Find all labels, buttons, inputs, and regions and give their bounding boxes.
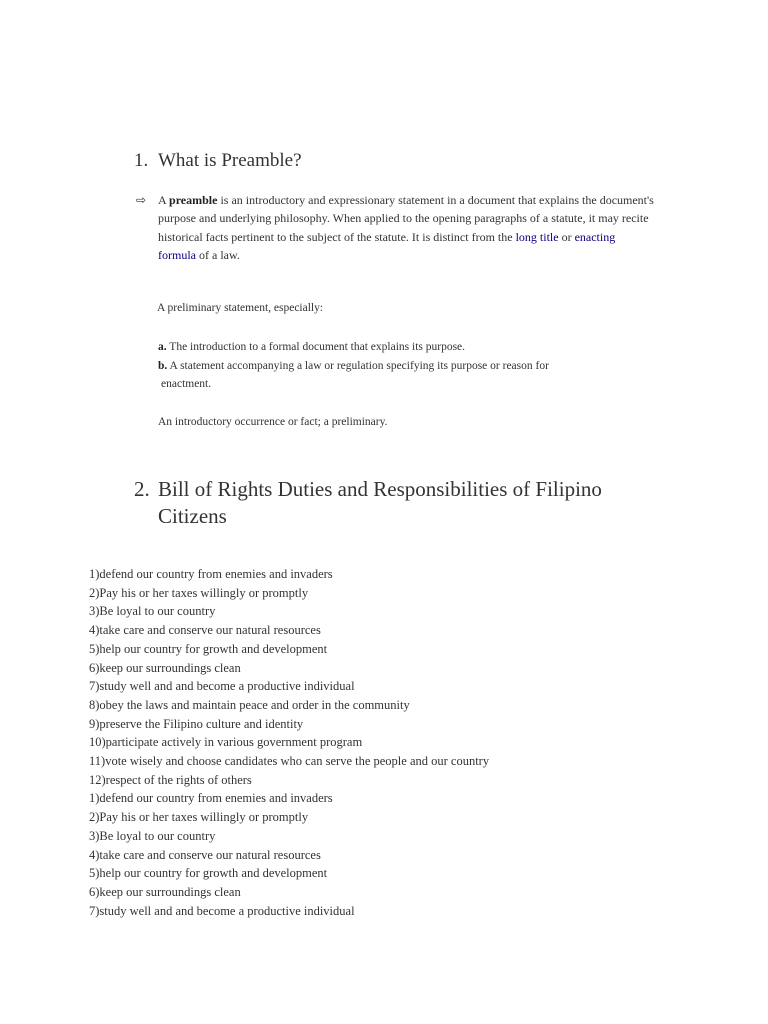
duties-list — [89, 565, 489, 920]
list-item: 9)preserve the Filipino culture and identity — [89, 716, 304, 731]
section-1-title: What is Preamble? — [158, 150, 302, 171]
definition-intro: A preliminary statement, especially: — [157, 302, 324, 314]
definition-last: An introductory occurrence or fact; a preliminary. — [158, 416, 388, 428]
definition-label-b: b. — [158, 359, 168, 372]
list-item: 2)Pay his or her taxes willingly or promptly — [89, 585, 309, 600]
hollow-arrow-right-icon: ⇨ — [136, 193, 147, 207]
list-item: 5)help our country for growth and development — [89, 866, 328, 881]
list-item: 1)defend our country from enemies and invaders — [89, 567, 333, 581]
definition-text-b-continued: enactment. — [161, 378, 212, 390]
list-item: 7)study well and and become a productive individual — [89, 679, 355, 694]
list-item: 6)keep our surroundings clean — [89, 660, 241, 675]
section-1-heading — [134, 147, 658, 174]
para-text: or — [558, 229, 575, 244]
definition-item-a — [158, 338, 608, 357]
list-item: 10)participate actively in various government program — [89, 735, 363, 750]
para-text: of a law. — [196, 247, 240, 262]
list-item: 3)Be loyal to our country — [89, 604, 216, 619]
section-2-heading — [134, 476, 658, 530]
preamble-bullet — [136, 191, 656, 264]
enacting-formula-link[interactable]: enacting formula — [158, 229, 616, 262]
section-2-number: 2. — [134, 477, 150, 501]
long-title-link[interactable]: long title — [515, 229, 559, 244]
list-item: 2)Pay his or her taxes willingly or promptly — [89, 810, 309, 825]
list-item: 4)take care and conserve our natural resources — [89, 623, 321, 638]
para-text: A — [158, 193, 170, 207]
definition-text-b: A statement accompanying a law or regulation specifying its purpose or reason for — [167, 359, 549, 372]
definition-label-a: a. — [158, 341, 167, 353]
list-item: 11)vote wisely and choose candidates who can serve the people and our country — [89, 754, 490, 769]
list-item: 8)obey the laws and maintain peace and order in the community — [89, 697, 410, 712]
list-item: 12)respect of the rights of others — [89, 772, 252, 787]
para-bold-term: preamble — [169, 193, 218, 207]
list-item: 3)Be loyal to our country — [89, 828, 216, 843]
para-text: is an introductory and expressionary statement in a document that explains the document's purpose and underlying philosophy. When applied to the opening paragraphs of a statute, it may recite historical facts pertinent to the subject of the statute. It is distinct from the — [158, 193, 654, 244]
definition-list — [158, 338, 608, 394]
list-item: 1)defend our country from enemies and invaders — [89, 791, 333, 806]
list-item: 4)take care and conserve our natural resources — [89, 847, 321, 862]
section-1-number: 1. — [134, 150, 149, 171]
definition-text-a: The introduction to a formal document that explains its purpose. — [166, 341, 466, 353]
list-item: 7)study well and and become a productive individual — [89, 903, 355, 918]
section-2-title: Bill of Rights Duties and Responsibilities of Filipino Citizens — [158, 477, 602, 528]
preamble-paragraph — [158, 191, 656, 264]
list-item: 6)keep our surroundings clean — [89, 884, 241, 899]
definition-item-b — [158, 357, 608, 376]
list-item: 5)help our country for growth and development — [89, 641, 328, 656]
